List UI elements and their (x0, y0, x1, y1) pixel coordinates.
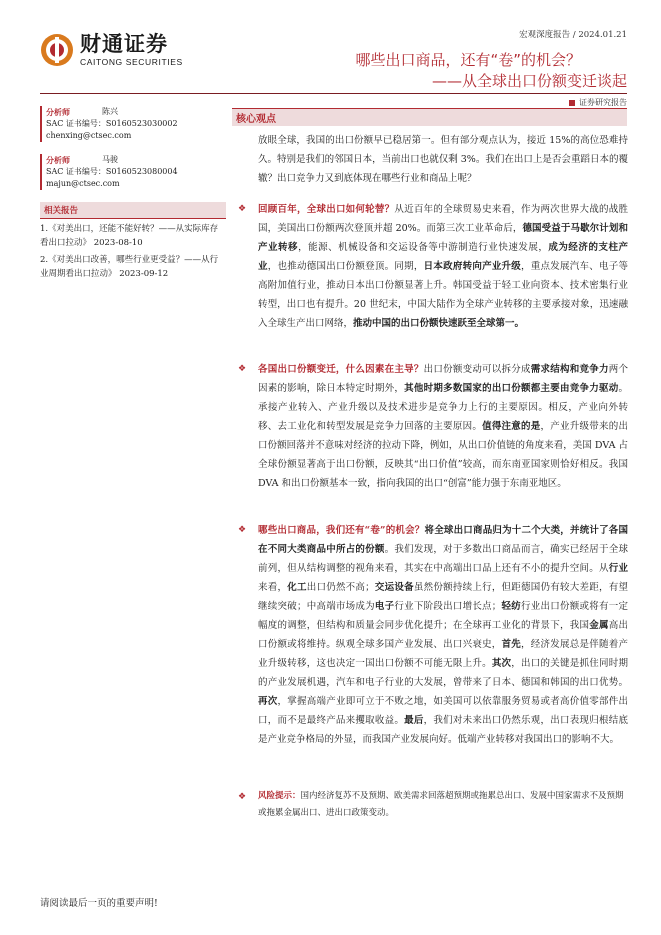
analyst-card (40, 154, 226, 190)
bullet-section-opportunities (238, 521, 628, 749)
analyst-email[interactable]: majun@ctsec.com (46, 179, 120, 188)
report-type-date: 宏观深度报告 / 2024.01.21 (519, 30, 627, 40)
related-report-link[interactable]: 2.《对美出口改善，哪些行业更受益？——从行业周期看出口拉动》 2023-09-12 (40, 255, 219, 279)
header-divider (40, 93, 627, 94)
bullet-text: 回顾百年，全球出口如何轮替？从近百年的全球贸易史来看，作为两次世界大战的战胜国，美国出口份额两次登顶并超 20%。而第三次工业革命后，德国受益于马歇尔计划和产业转移，能源、机械设备和交运设备等中游制造行业快速发展，成为经济的支柱产业，也推动德国出口份额登顶。同期，日本政府转向产业升级，重点发展汽车、电子等高附加值行业，推动日本出口份额显著上升。韩国受益于轻工业向资本、技术密集行业转型，出口也有提升。20 世纪末，中国大陆作为全球产业转移的主要承接对象，迅速融入全球生产出口网络，推动中国的出口份额快速跃至全球第一。 (258, 204, 628, 329)
logo-name-cn: 财通证券 (80, 32, 168, 56)
core-view-bar (232, 108, 627, 126)
square-bullet-icon (569, 100, 575, 106)
core-view-title: 核心观点 (236, 114, 276, 125)
department-text: 证券研究报告 (579, 98, 627, 107)
analyst-sac: SAC 证书编号：S0160523030002 (46, 119, 178, 128)
bullet-section-drivers (238, 360, 628, 493)
department-label (569, 97, 627, 108)
related-reports-title: 相关报告 (40, 202, 226, 218)
diamond-bullet-icon: ❖ (238, 792, 247, 802)
related-reports-divider (40, 218, 226, 219)
bullet-section-history (238, 200, 628, 333)
sidebar (40, 106, 226, 281)
analyst-role: 分析师 (46, 107, 70, 117)
bullet-text: 各国出口份额变迁，什么因素在主导？出口份额变动可以拆分成需求结构和竞争力两个因素的影响，除日本特定时期外，其他时期多数国家的出口份额都主要由竞争力驱动。承接产业转入、产业升级以及技术进步是竞争力上行的主要原因。相反，产业向外转移、去工业化和转型发展是竞争力回落的主要原因。值得注意的是，产业升级带来的出口份额回落并不意味对经济的拉动下降，例如，从出口价值链的角度来看，美国 DVA 占全球份额显著高于出口份额，反映其“出口价值”较高，而东南亚国家则恰好相反。我国 DVA 和出口份额基本一致，指向我国的出口“创富”能力强于东南亚地区。 (258, 364, 628, 489)
diamond-bullet-icon: ❖ (238, 525, 247, 535)
footer-disclaimer: 请阅读最后一页的重要声明! (40, 898, 158, 909)
diamond-bullet-icon: ❖ (238, 204, 247, 214)
diamond-bullet-icon: ❖ (238, 364, 247, 374)
risk-text: 风险提示：国内经济复苏不及预期、欧美需求回落超预期或拖累总出口、发展中国家需求不及预期或拖累金属出口、进出口政策变动。 (258, 791, 624, 818)
bullet-section-risk (238, 788, 628, 822)
analyst-name: 马骏 (102, 155, 118, 164)
logo-name-en: CAITONG SECURITIES (80, 57, 183, 67)
analyst-sac: SAC 证书编号：S0160523080004 (46, 167, 178, 176)
intro-paragraph: 放眼全球，我国的出口份额早已稳居第一。但有部分观点认为，接近 15%的高位恐难持久。特别是我们的邻国日本，当前出口也就仅剩 3%。我们在出口上是否会重蹈日本的覆辙？出口竞争力又到底体现在哪些行业和商品上呢？ (258, 135, 628, 184)
company-logo (40, 33, 183, 67)
logo-mark-icon (40, 33, 74, 67)
bullet-text: 哪些出口商品，我们还有“卷”的机会？将全球出口商品归为十二个大类，并统计了各国在不同大类商品中所占的份额。我们发现，对于多数出口商品而言，确实已经居于全球前列，但从结构调整的视角来看，其实在中高端出口品上还有不小的提升空间。从行业来看，化工出口仍然不高；交运设备虽然份额持续上行，但距德国仍有较大差距，有望继续突破；中高端市场成为电子行业下阶段出口增长点；轻纺行业出口份额或将有一定幅度的调整，但结构和质量会同步优化提升；在全球再工业化的背景下，我国金属高出口份额或将维持。纵观全球多国产业发展、出口兴衰史，首先，经济发展总是伴随着产业升级转移，这也决定一国出口份额不可能无限上升。其次，出口的关键是抓住同时期的产业发展机遇，汽车和电子行业的大发展，曾带来了日本、德国和韩国的出口优势。再次，掌握高端产业即可立于不败之地，如美国可以依靠服务贸易或者高价值零部件出口，而不是最终产品来攫取收益。最后，我们对未来出口仍然乐观，出口表现归根结底是产业竞争格局的外显，而我国产业发展向好。低端产业转移对我国出口的影响不大。 (258, 525, 628, 745)
analyst-role: 分析师 (46, 155, 70, 165)
report-title: 哪些出口商品，还有“卷”的机会？ (355, 51, 581, 69)
report-subtitle: ——从全球出口份额变迁谈起 (431, 72, 627, 90)
analyst-card (40, 106, 226, 142)
related-report-link[interactable]: 1.《对美出口，还能不能好转？——从实际库存看出口拉动》 2023-08-10 (40, 224, 219, 248)
analyst-name: 陈兴 (102, 107, 118, 116)
analyst-email[interactable]: chenxing@ctsec.com (46, 131, 132, 140)
